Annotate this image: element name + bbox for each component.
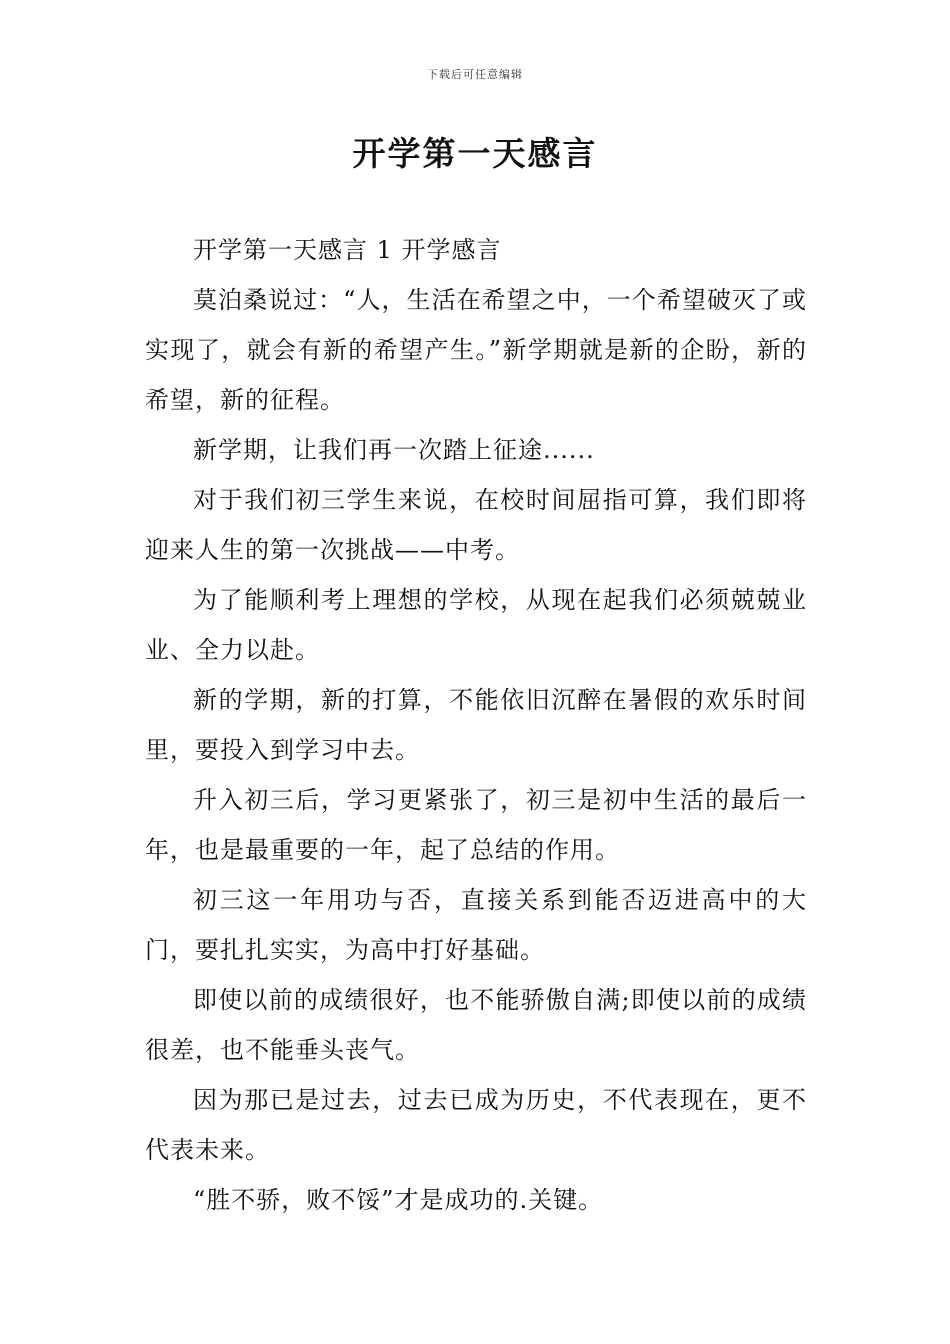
document-title: 开学第一天感言 [352,134,598,173]
paragraph: 新学期，让我们再一次踏上征途...... [193,436,595,464]
paragraph: “胜不骄，败不馁”才是成功的.关键。 [193,1186,604,1214]
paragraph: 为了能顺利考上理想的学校，从现在起我们必须兢兢业业、全力以赴。 [145,586,807,664]
paragraph: 新的学期，新的打算，不能依旧沉醉在暑假的欢乐时间里，要投入到学习中去。 [145,686,807,764]
header-note: 下载后可任意编辑 [427,68,523,81]
paragraph: 对于我们初三学生来说，在校时间屈指可算，我们即将迎来人生的第一次挑战——中考。 [145,486,807,564]
paragraph: 初三这一年用功与否，直接关系到能否迈进高中的大门，要扎扎实实，为高中打好基础。 [145,886,807,964]
paragraph: 升入初三后，学习更紧张了，初三是初中生活的最后一年，也是最重要的一年，起了总结的作用。 [145,786,807,864]
document-body [145,225,807,1225]
paragraph: 即使以前的成绩很好，也不能骄傲自满;即使以前的成绩很差，也不能垂头丧气。 [145,986,807,1064]
paragraph: 开学第一天感言 1 开学感言 [193,236,502,264]
paragraph: 因为那已是过去，过去已成为历史，不代表现在，更不代表未来。 [145,1086,807,1164]
paragraph: 莫泊桑说过：“人，生活在希望之中，一个希望破灭了或实现了，就会有新的希望产生。”新学期就是新的企盼，新的希望，新的征程。 [145,286,807,414]
